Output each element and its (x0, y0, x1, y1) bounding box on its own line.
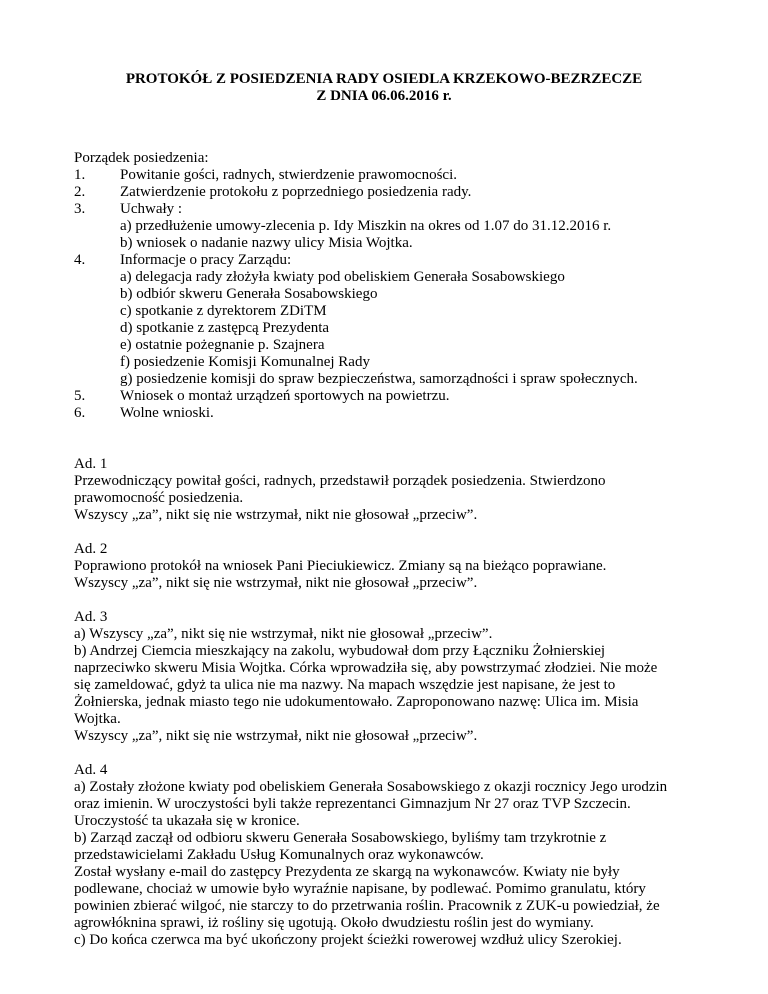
agenda-subitem: g) posiedzenie komisji do spraw bezpieczeństwa, samorządności i spraw społecznych. (120, 371, 638, 387)
agenda-item-text: Uchwały : (120, 201, 183, 217)
agenda-subitem: e) ostatnie pożegnanie p. Szajnera (120, 337, 325, 353)
section-ad-2 (74, 541, 734, 592)
section-line: Wszyscy „za”, nikt się nie wstrzymał, nikt nie głosował „przeciw”. (74, 728, 478, 744)
agenda-item (74, 167, 734, 184)
section-ad-4 (74, 762, 734, 949)
agenda-item-number: 4. (74, 252, 86, 268)
agenda-item-text: Wolne wnioski. (120, 405, 214, 421)
section-heading: Ad. 4 (74, 762, 108, 778)
section-line: naprzeciwko skweru Misia Wojtka. Córka wprowadziła się, aby powstrzymać złodziei. Nie może (74, 660, 658, 676)
agenda-item-text: Zatwierdzenie protokołu z poprzedniego posiedzenia rady. (120, 184, 472, 200)
section-line: agrowłóknina sprawi, iż rośliny się ugotują. Około dwudziestu roślin jest do wymiany. (74, 915, 594, 931)
section-line: Poprawiono protokół na wniosek Pani Pieciukiewicz. Zmiany są na bieżąco poprawiane. (74, 558, 607, 574)
section-line: b) Andrzej Ciemcia mieszkający na zakolu, wybudował dom przy Łączniku Żołnierskiej (74, 643, 606, 659)
section-line: c) Do końca czerwca ma być ukończony projekt ścieżki rowerowej wzdłuż ulicy Szerokiej. (74, 932, 622, 948)
section-line: b) Zarząd zaczął od odbioru skweru Generała Sosabowskiego, byliśmy tam trzykrotnie z (74, 830, 607, 846)
agenda-subitem: a) przedłużenie umowy-zlecenia p. Idy Miszkin na okres od 1.07 do 31.12.2016 r. (120, 218, 612, 234)
agenda-item-text: Informacje o pracy Zarządu: (120, 252, 292, 268)
section-line: Został wysłany e-mail do zastępcy Prezydenta ze skargą na wykonawców. Kwiaty nie były (74, 864, 620, 880)
section-line: Uroczystość ta ukazała się w kronice. (74, 813, 300, 829)
agenda-heading: Porządek posiedzenia: (74, 150, 209, 166)
agenda-item (74, 201, 734, 218)
section-ad-1 (74, 456, 734, 524)
section-line: prawomocność posiedzenia. (74, 490, 244, 506)
section-line: oraz imienin. W uroczystości byli także reprezentanci Gimnazjum Nr 27 oraz TVP Szczecin. (74, 796, 631, 812)
agenda-item (74, 405, 734, 422)
agenda-item-text: Wniosek o montaż urządzeń sportowych na powietrzu. (120, 388, 450, 404)
section-heading: Ad. 1 (74, 456, 108, 472)
title-line-1: PROTOKÓŁ Z POSIEDZENIA RADY OSIEDLA KRZEKOWO-BEZRZECZE (125, 71, 643, 87)
agenda-subitem: b) wniosek o nadanie nazwy ulicy Misia Wojtka. (120, 235, 413, 251)
agenda-subitem: a) delegacja rady złożyła kwiaty pod obeliskiem Generała Sosabowskiego (120, 269, 565, 285)
agenda-subitem: c) spotkanie z dyrektorem ZDiTM (120, 303, 327, 319)
document-body (74, 150, 734, 949)
section-line: a) Wszyscy „za”, nikt się nie wstrzymał, nikt nie głosował „przeciw”. (74, 626, 493, 642)
agenda-item-number: 2. (74, 184, 86, 200)
document-title (0, 71, 768, 105)
section-line: powinien zbierać wilgoć, nie starczy to do przetrwania roślin. Pracownik z ZUK-u powiedział, że (74, 898, 660, 914)
section-line: przedstawicielami Zakładu Usług Komunalnych oraz wykonawców. (74, 847, 484, 863)
agenda-item (74, 252, 734, 269)
section-heading: Ad. 2 (74, 541, 108, 557)
section-line: Przewodniczący powitał gości, radnych, przedstawił porządek posiedzenia. Stwierdzono (74, 473, 606, 489)
agenda-subitem: b) odbiór skweru Generała Sosabowskiego (120, 286, 378, 302)
section-line: Wszyscy „za”, nikt się nie wstrzymał, nikt nie głosował „przeciw”. (74, 507, 478, 523)
section-line: Żołnierska, jednak miasto tego nie udokumentowało. Zaproponowano nazwę: Ulica im. Misia (74, 694, 639, 710)
agenda-item-number: 1. (74, 167, 86, 183)
agenda-subitem: d) spotkanie z zastępcą Prezydenta (120, 320, 330, 336)
agenda-item (74, 388, 734, 405)
agenda-item-number: 6. (74, 405, 86, 421)
section-heading: Ad. 3 (74, 609, 108, 625)
agenda-item (74, 184, 734, 201)
section-line: Wojtka. (74, 711, 121, 727)
section-line: Wszyscy „za”, nikt się nie wstrzymał, nikt nie głosował „przeciw”. (74, 575, 478, 591)
agenda-item-text: Powitanie gości, radnych, stwierdzenie prawomocności. (120, 167, 457, 183)
section-line: podlewane, chociaż w umowie było wyraźnie napisane, by podlewać. Pomimo granulatu, który (74, 881, 646, 897)
agenda-subitem: f) posiedzenie Komisji Komunalnej Rady (120, 354, 370, 370)
section-ad-3 (74, 609, 734, 745)
agenda-item-number: 5. (74, 388, 86, 404)
agenda-item-number: 3. (74, 201, 86, 217)
section-line: a) Zostały złożone kwiaty pod obeliskiem Generała Sosabowskiego z okazji rocznicy Jego urodzin (74, 779, 668, 795)
title-line-2: Z DNIA 06.06.2016 r. (316, 88, 452, 104)
section-line: się zameldować, gdyż ta ulica nie ma nazwy. Na mapach wszędzie jest napisane, że jest to (74, 677, 616, 693)
